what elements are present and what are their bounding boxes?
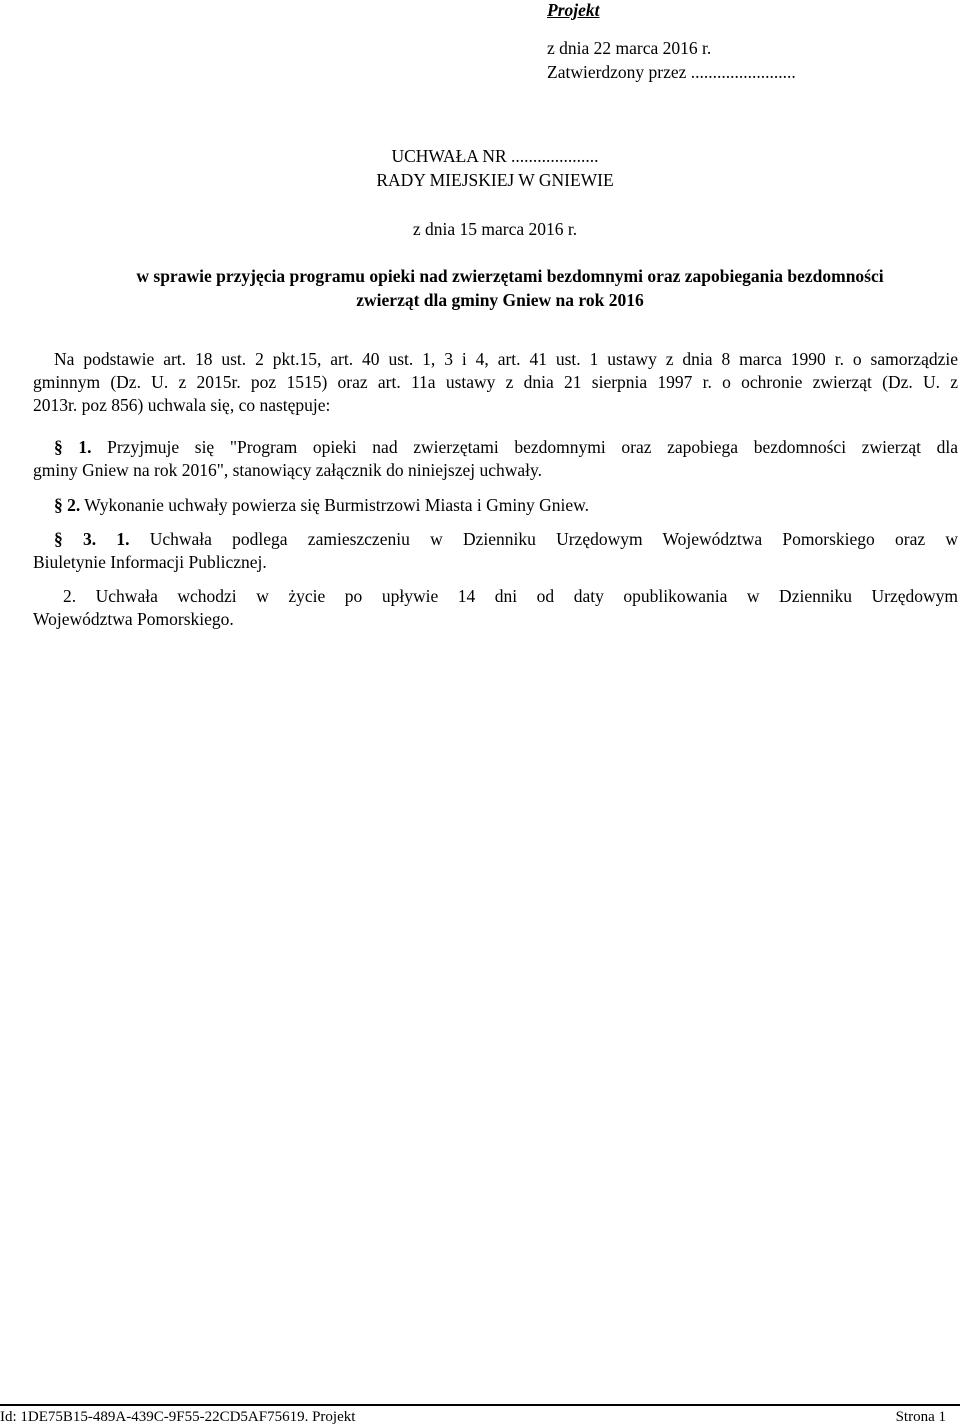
subject-line-2: zwierząt dla gminy Gniew na rok 2016 <box>356 290 644 310</box>
legal-basis-paragraph <box>33 348 958 417</box>
section-3-point-2-text: Województwa Pomorskiego. <box>33 609 234 629</box>
resolution-date: z dnia 15 marca 2016 r. <box>412 219 578 239</box>
legal-basis-line: gminnym (Dz. U. z 2015r. poz 1515) oraz art. 11a ustawy z dnia 21 sierpnia 1997 r. o ochronie zwierząt (Dz. U. z <box>33 372 958 392</box>
section-2-text: Wykonanie uchwały powierza się Burmistrzowi Miasta i Gminy Gniew. <box>80 495 590 515</box>
section-3-marker: § 3. <box>54 529 97 549</box>
section-3-text: Uchwała podlega zamieszczeniu w Dzienniku Urzędowym Województwa Pomorskiego oraz w <box>129 529 959 549</box>
section-3-point-2-paragraph <box>33 585 958 631</box>
page-number: Strona 1 <box>895 1409 946 1425</box>
legal-basis-line: 2013r. poz 856) uchwala się, co następuje: <box>33 395 331 415</box>
resolution-number: UCHWAŁA NR .................... <box>391 146 599 166</box>
section-2-paragraph <box>33 494 958 517</box>
section-3-text: Biuletynie Informacji Publicznej. <box>33 552 267 572</box>
footer-divider <box>0 1404 960 1406</box>
legal-basis-line: Na podstawie art. 18 ust. 2 pkt.15, art. 40 ust. 1, 3 i 4, art. 41 ust. 1 ustawy z dnia 8 marca 1990 r. o samorządzie <box>54 349 958 369</box>
section-1-text: gminy Gniew na rok 2016", stanowiący załącznik do niniejszej uchwały. <box>33 460 542 480</box>
council-name: RADY MIEJSKIEJ W GNIEWIE <box>376 170 614 190</box>
section-1-marker: § 1. <box>54 437 92 457</box>
section-1-paragraph <box>33 436 958 482</box>
document-id: Id: 1DE75B15-489A-439C-9F55-22CD5AF75619. Projekt <box>0 1409 356 1425</box>
section-3-point-1: 1. <box>96 529 130 549</box>
section-2-marker: § 2. <box>54 495 81 515</box>
section-3-point-2-text: 2. Uchwała wchodzi w życie po upływie 14 dni od daty opublikowania w Dzienniku Urzędowym <box>63 586 958 606</box>
section-1-text: Przyjmuje się "Program opieki nad zwierzętami bezdomnymi oraz zapobiega bezdomności zwierząt dla <box>91 437 959 457</box>
projekt-label: Projekt <box>547 0 600 20</box>
approval-line: Zatwierdzony przez ........................ <box>547 62 796 82</box>
subject-line-1: w sprawie przyjęcia programu opieki nad zwierzętami bezdomnymi oraz zapobiegania bezdomności <box>136 266 884 286</box>
header-date: z dnia 22 marca 2016 r. <box>547 38 712 58</box>
section-3-paragraph <box>33 528 958 574</box>
